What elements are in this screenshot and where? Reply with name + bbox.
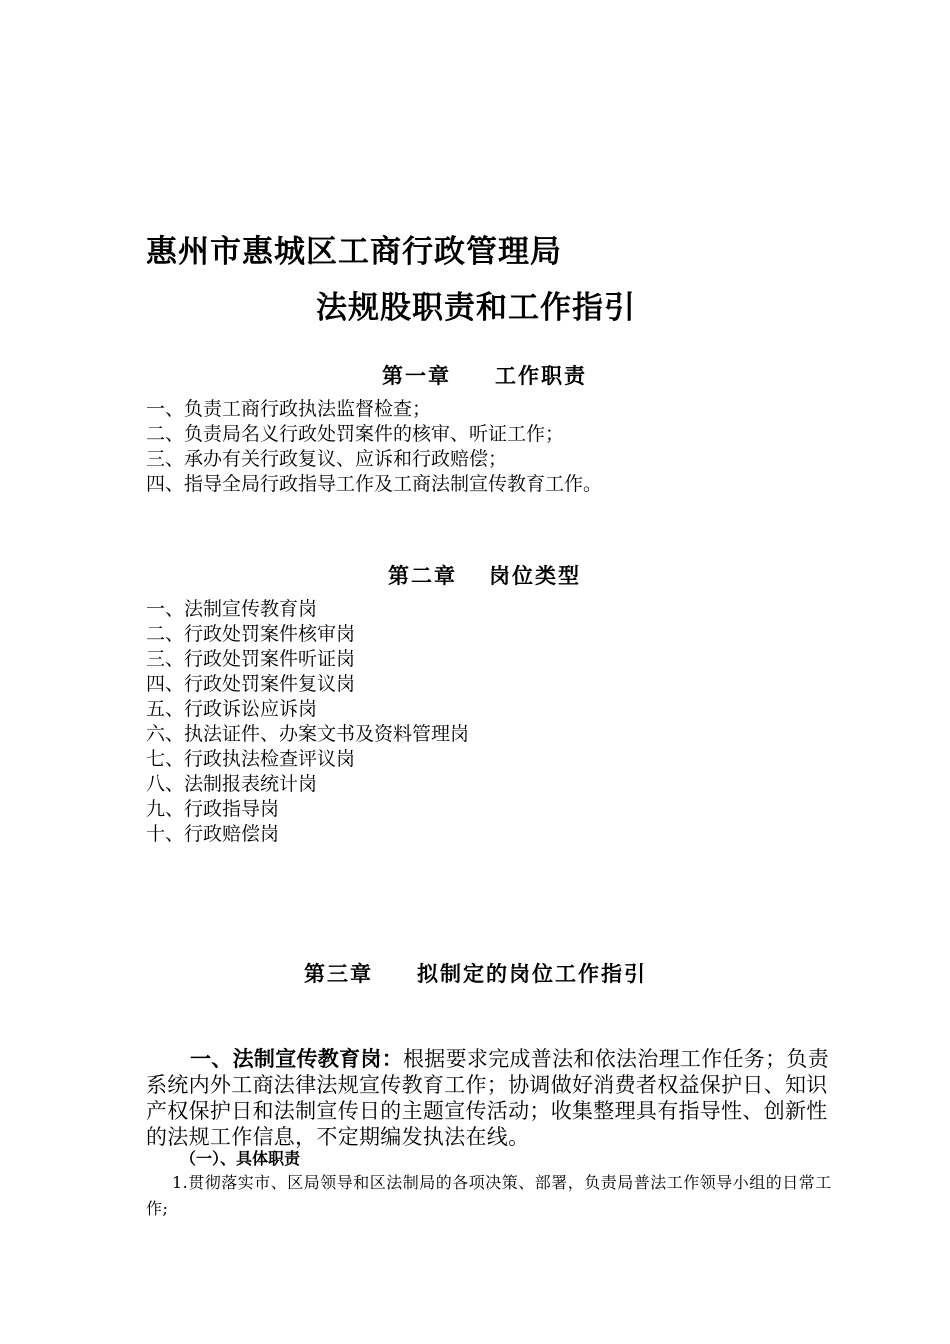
document-title-line2: 法规股职责和工作指引 xyxy=(316,290,636,326)
section1-lead: 一、法制宣传教育岗： xyxy=(190,1046,403,1071)
chapter2-name: 岗位类型 xyxy=(489,563,581,588)
chapter1-number: 第一章 xyxy=(382,363,451,388)
chapter2-number: 第二章 xyxy=(388,563,457,588)
list-item: 九、行政指导岗 xyxy=(146,798,280,820)
section1-body: 根据要求完成普法和依法治理工作任务；负责系统内外工商法律法规宣传教育工作；协调做好消费者权益保护日、知识产权保护日和法制宣传日的主题宣传活动；收集整理具有指导性、创新性的法规工作信息，不定期编发执法在线。 xyxy=(146,1047,829,1149)
chapter3-heading xyxy=(304,958,647,988)
list-item: 十、行政赔偿岗 xyxy=(146,823,280,845)
list-item: 四、指导全局行政指导工作及工商法制宣传教育工作。 xyxy=(146,473,603,495)
chapter1-heading xyxy=(382,360,587,390)
chapter3-name: 拟制定的岗位工作指引 xyxy=(417,961,647,986)
list-item: 一、法制宣传教育岗 xyxy=(146,598,318,620)
section1-subheading: （一）、具体职责 xyxy=(180,1149,301,1168)
chapter2-heading xyxy=(388,560,581,590)
list-item: 三、行政处罚案件听证岗 xyxy=(146,648,356,670)
list-item: 一、负责工商行政执法监督检查； xyxy=(146,398,432,420)
chapter3-number: 第三章 xyxy=(304,961,373,986)
list-item: 四、行政处罚案件复议岗 xyxy=(146,673,356,695)
list-item: 八、法制报表统计岗 xyxy=(146,773,318,795)
list-item: 六、执法证件、办案文书及资料管理岗 xyxy=(146,723,470,745)
section1-paragraph xyxy=(146,1046,836,1150)
list-item: 五、行政诉讼应诉岗 xyxy=(146,698,318,720)
section1-item1: 1.贯彻落实市、区局领导和区法制局的各项决策、部署，负责局普法工作领导小组的日常工作; xyxy=(146,1173,832,1218)
chapter1-name: 工作职责 xyxy=(495,363,587,388)
document-title-line1: 惠州市惠城区工商行政管理局 xyxy=(146,234,562,270)
chapter2-list xyxy=(146,597,469,847)
list-item: 七、行政执法检查评议岗 xyxy=(146,748,356,770)
chapter1-list xyxy=(146,397,602,497)
list-item: 二、负责局名义行政处罚案件的核审、听证工作； xyxy=(146,423,565,445)
list-item: 二、行政处罚案件核审岗 xyxy=(146,623,356,645)
list-item: 三、承办有关行政复议、应诉和行政赔偿； xyxy=(146,448,508,470)
